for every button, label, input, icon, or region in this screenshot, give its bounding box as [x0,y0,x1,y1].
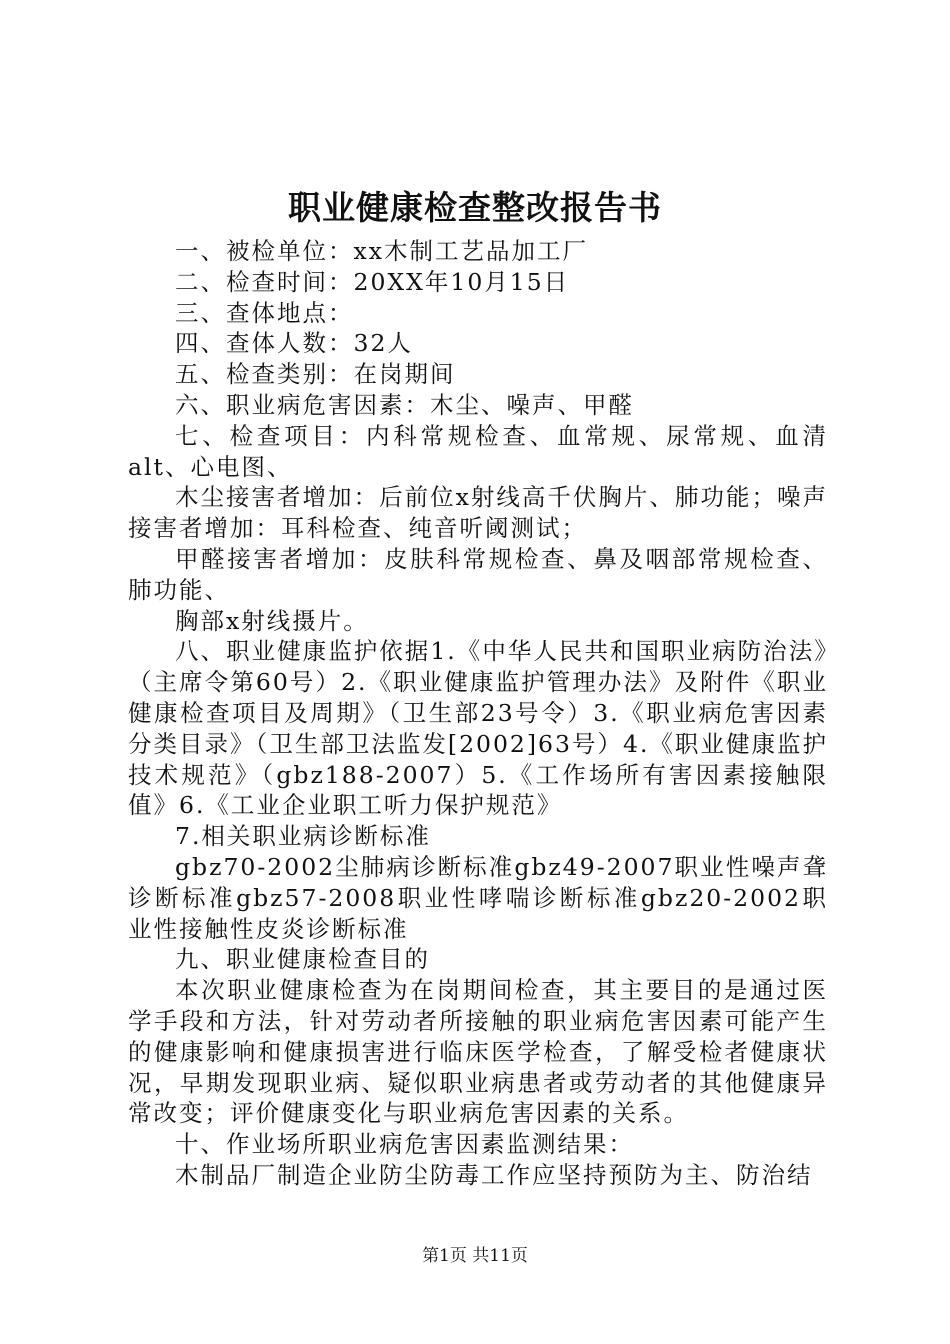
paragraph-location: 三、查体地点： [175,298,354,327]
paragraph-time: 二、检查时间：20XX年10月15日 [175,267,570,296]
paragraph-diagnosis-standards: gbz70-2002尘肺病诊断标准gbz49-2007职业性噪声聋诊断标准gbz57-2008职业性哮喘诊断标准gbz20-2002职业性接触性皮炎诊断标准 [128,852,828,943]
document-title: 职业健康检查整改报告书 [288,188,662,227]
paragraph-diagnosis-heading: 7.相关职业病诊断标准 [175,822,431,851]
paragraph-purpose: 本次职业健康检查为在岗期间检查，其主要目的是通过医学手段和方法，针对劳动者所接触的职业病危害因素可能产生的健康影响和健康损害进行临床医学检查，了解受检者健康状况，早期发现职业病、疑似职业病患者或劳动者的其他健康异常改变；评价健康变化与职业病危害因素的关系。 [128,976,828,1128]
page-number: 第1页 共11页 [422,1246,528,1266]
paragraph-purpose-heading: 九、职业健康检查目的 [175,945,430,974]
paragraph-monitoring-heading: 十、作业场所职业病危害因素监测结果： [175,1130,634,1159]
paragraph-xray: 胸部x射线摄片。 [175,606,369,635]
paragraph-category: 五、检查类别：在岗期间 [175,360,456,389]
paragraph-basis: 八、职业健康监护依据1.《中华人民共和国职业病防治法》（主席令第60号）2.《职业健康监护管理办法》及附件《职业健康检查项目及周期》（卫生部23号令）3.《职业病危害因素分类目录》（卫生部卫法监发[2002]63号）4.《职业健康监护技术规范》（gbz188-2007）5.《工作场所有害因素接触限值》6.《工业企业职工听力保护规范》 [128,637,828,820]
paragraph-prevention: 木制品厂制造企业防尘防毒工作应坚持预防为主、防治结 [175,1160,813,1189]
paragraph-formaldehyde: 甲醛接害者增加：皮肤科常规检查、鼻及咽部常规检查、肺功能、 [128,544,828,604]
paragraph-hazards: 六、职业病危害因素：木尘、噪声、甲醛 [175,390,634,419]
paragraph-count: 四、查体人数：32人 [175,329,413,358]
paragraph-items: 七、检查项目：内科常规检查、血常规、尿常规、血清alt、心电图、 [128,421,828,481]
document-body [128,236,828,1191]
paragraph-wood-dust: 木尘接害者增加：后前位x射线高千伏胸片、肺功能；噪声接害者增加：耳科检查、纯音听阈测试； [128,483,828,543]
paragraph-unit: 一、被检单位：xx木制工艺品加工厂 [175,237,589,265]
